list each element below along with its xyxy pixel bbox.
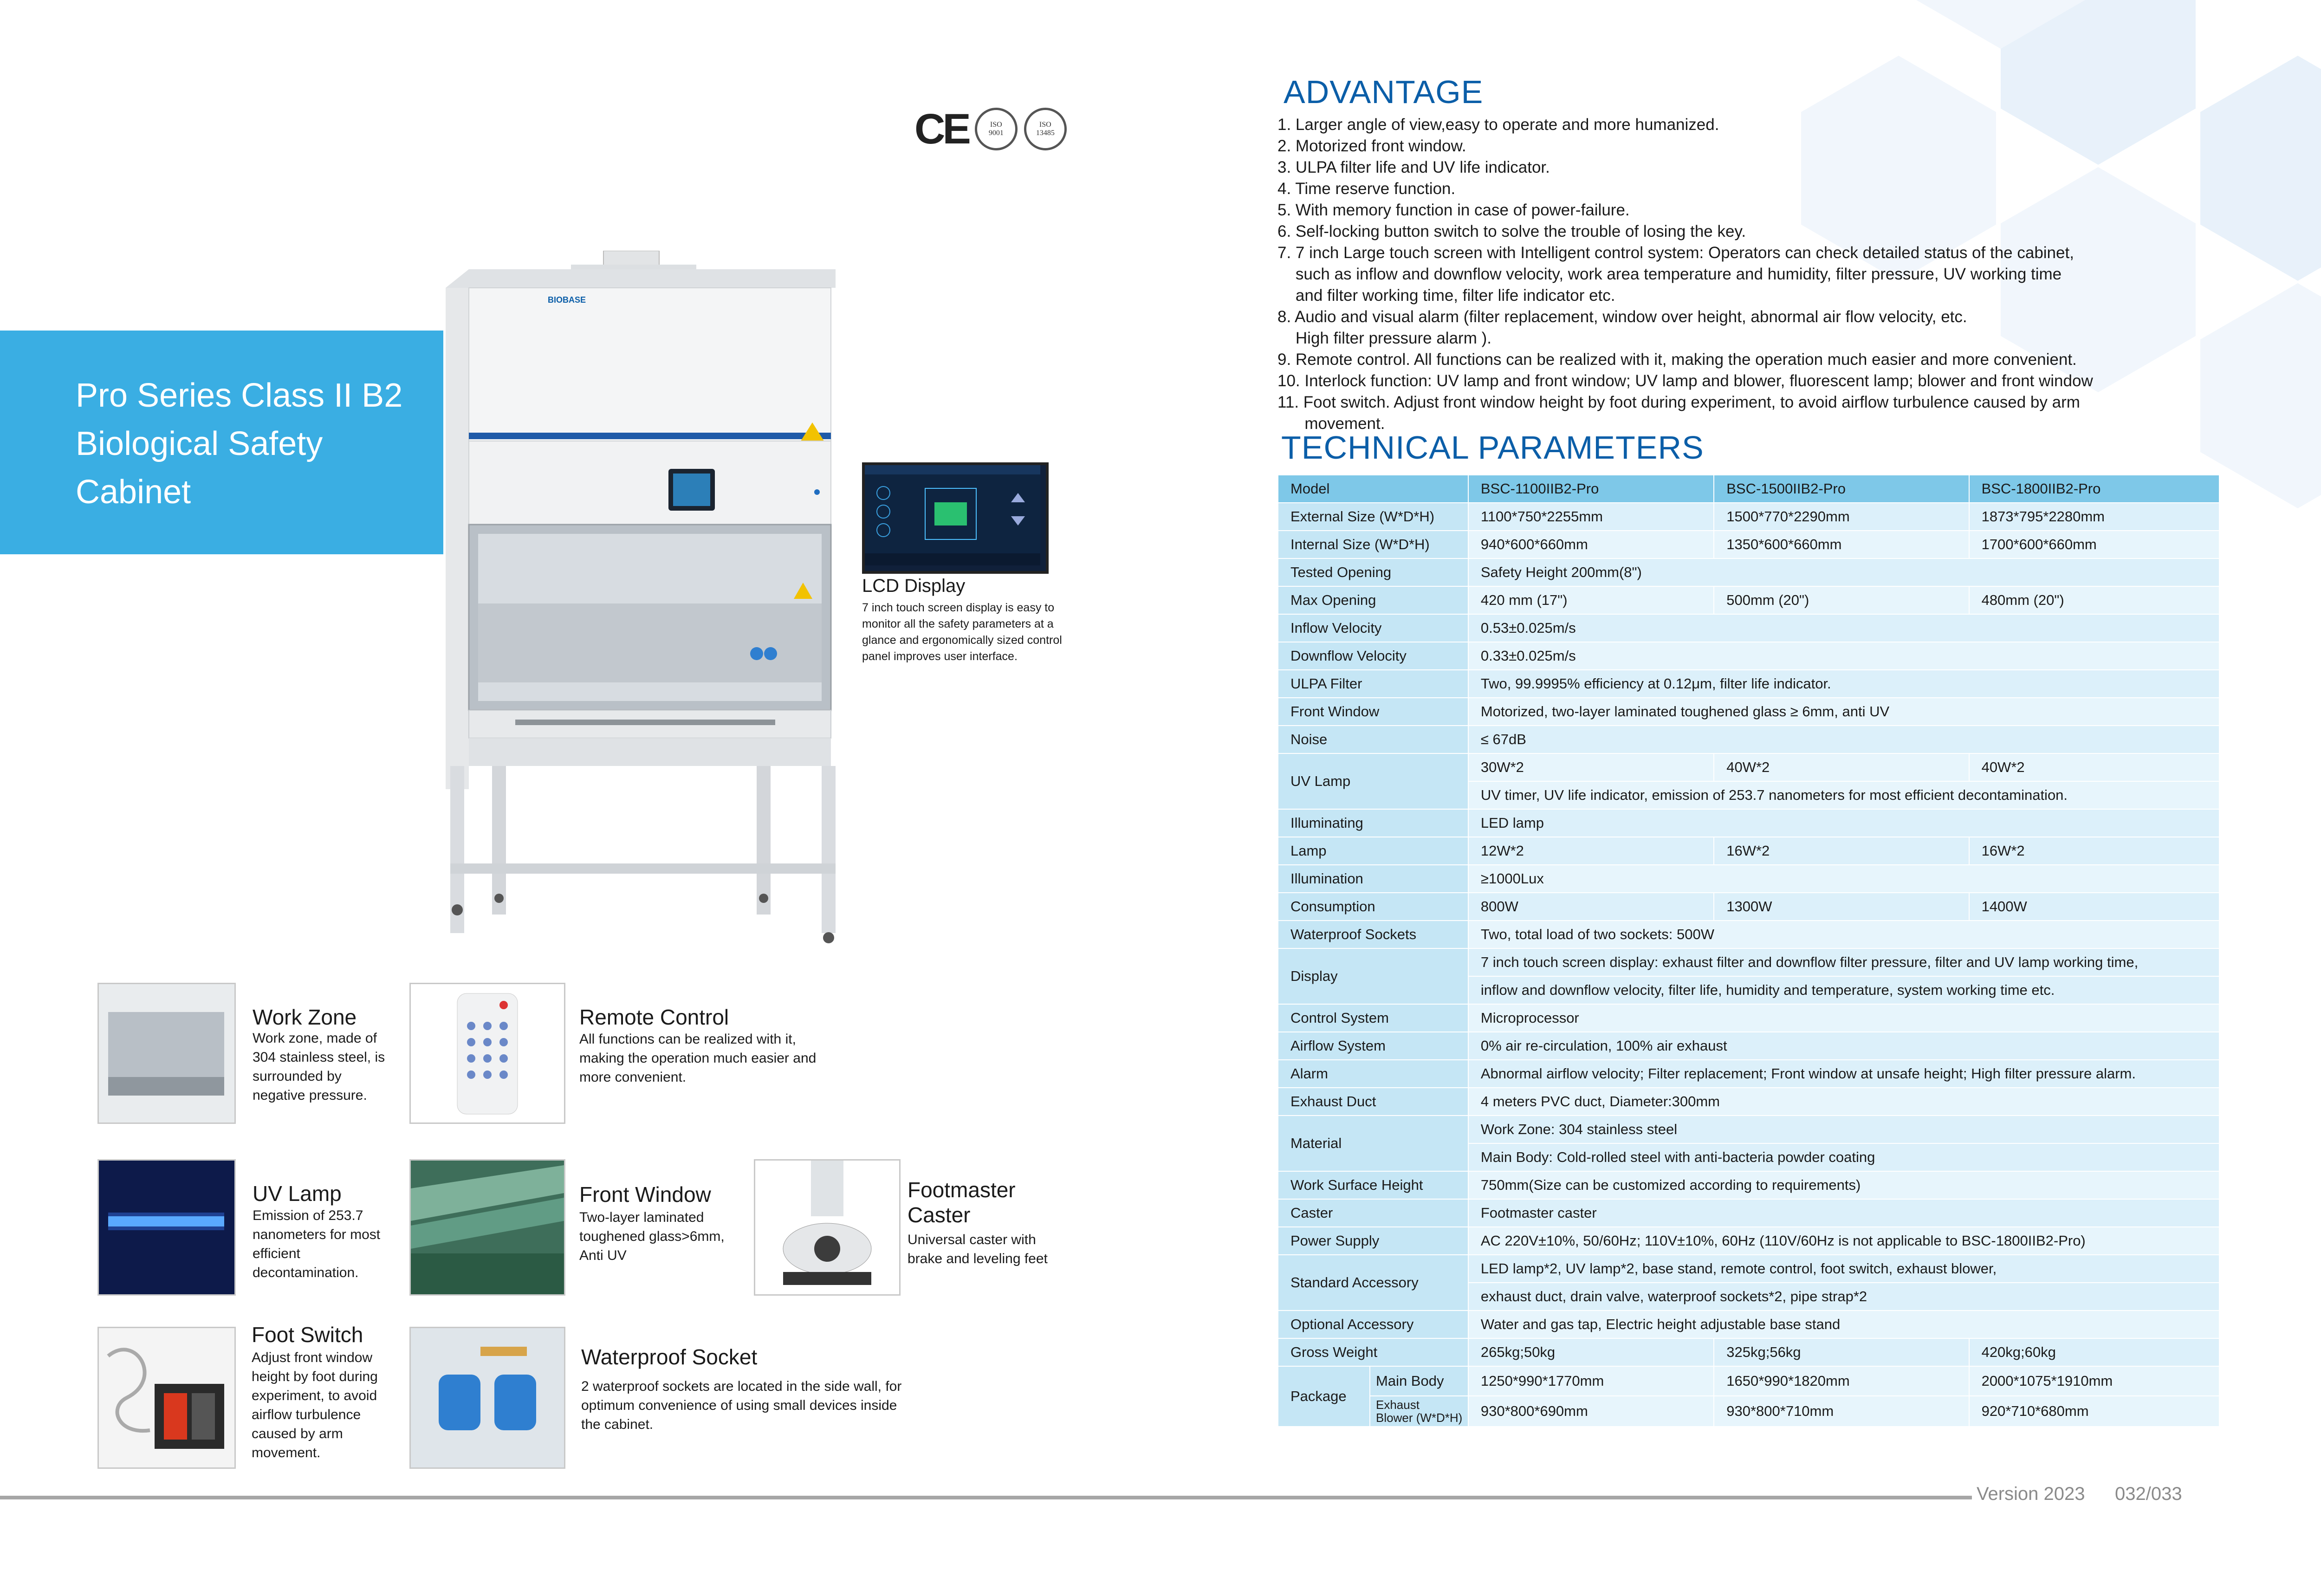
waterproof-socket-title: Waterproof Socket	[581, 1345, 758, 1369]
list-item: 5. With memory function in case of power-failure.	[1277, 201, 1630, 219]
table-cell: BSC-1800IIB2-Pro	[1969, 475, 2219, 503]
lcd-screen-graphic	[865, 465, 1040, 565]
table-cell: Water and gas tap, Electric height adjustable base stand	[1468, 1311, 2219, 1338]
footmaster-caster-title: Footmaster Caster	[908, 1178, 1016, 1227]
work-zone-title: Work Zone	[253, 1005, 357, 1029]
table-row	[1278, 1366, 2219, 1396]
uv-lamp-title: UV Lamp	[253, 1181, 342, 1206]
table-row	[1278, 614, 2219, 642]
table-cell: Work Zone: 304 stainless steel	[1468, 1116, 2219, 1143]
version-label: Version 2023	[1977, 1484, 2085, 1504]
table-row	[1278, 1199, 2219, 1227]
uv-lamp-graphic	[99, 1161, 234, 1294]
table-row	[1278, 1088, 2219, 1116]
table-cell: 265kg;50kg	[1468, 1338, 1714, 1366]
work-zone-desc: Work zone, made of 304 stainless steel, is surrounded by negative pressure.	[253, 1031, 385, 1103]
table-cell: UV Lamp	[1278, 753, 1468, 809]
table-cell: 16W*2	[1714, 837, 1969, 865]
footmaster-caster-desc: Universal caster with brake and leveling feet	[908, 1232, 1048, 1266]
table-cell: Front Window	[1278, 698, 1468, 726]
table-cell: Waterproof Sockets	[1278, 921, 1468, 948]
table-cell: Lamp	[1278, 837, 1468, 865]
table-cell: 1500*770*2290mm	[1714, 503, 1969, 531]
foot-switch-title: Foot Switch	[252, 1323, 363, 1347]
table-row	[1278, 837, 2219, 865]
remote-control-image	[409, 983, 565, 1124]
table-cell: 1650*990*1820mm	[1714, 1366, 1969, 1396]
table-row	[1278, 1116, 2219, 1143]
table-cell: 1873*795*2280mm	[1969, 503, 2219, 531]
table-cell: 1350*600*660mm	[1714, 531, 1969, 558]
technical-parameters-heading: TECHNICAL PARAMETERS	[1281, 429, 1704, 466]
table-cell: 1300W	[1714, 893, 1969, 921]
table-cell: Alarm	[1278, 1060, 1468, 1088]
table-cell: Internal Size (W*D*H)	[1278, 531, 1468, 558]
table-cell: 500mm (20")	[1714, 586, 1969, 614]
table-row	[1278, 670, 2219, 698]
remote-control-title: Remote Control	[579, 1005, 729, 1029]
package-sublabels	[1369, 1367, 1468, 1426]
foot-switch-image	[97, 1327, 236, 1469]
table-row	[1278, 1060, 2219, 1088]
table-cell: 1250*990*1770mm	[1468, 1366, 1714, 1396]
table-cell: LED lamp	[1468, 809, 2219, 837]
table-cell: 420kg;60kg	[1969, 1338, 2219, 1366]
brand-logo: BIOBASE	[548, 295, 586, 305]
table-row	[1278, 586, 2219, 614]
table-row	[1278, 558, 2219, 586]
technical-parameters-table	[1277, 474, 2220, 1427]
table-cell: 930*800*690mm	[1468, 1396, 1714, 1427]
package-label: Package	[1290, 1388, 1347, 1404]
footer-divider	[0, 1496, 1972, 1499]
table-cell: 0.53±0.025m/s	[1468, 614, 2219, 642]
table-cell: LED lamp*2, UV lamp*2, base stand, remote control, foot switch, exhaust blower,	[1468, 1255, 2219, 1283]
table-cell: Motorized, two-layer laminated toughened glass ≥ 6mm, anti UV	[1468, 698, 2219, 726]
table-cell: Downflow Velocity	[1278, 642, 1468, 670]
table-row	[1278, 726, 2219, 753]
iso-13485-seal	[1024, 108, 1067, 150]
package-main-body-label: Main Body	[1370, 1367, 1468, 1396]
foot-switch-graphic	[99, 1328, 234, 1467]
table-row	[1278, 809, 2219, 837]
list-item: 9. Remote control. All functions can be realized with it, making the operation much easier and more convenient.	[1277, 350, 2077, 369]
certification-logos	[914, 106, 1067, 152]
table-row	[1278, 1255, 2219, 1283]
table-cell: 0.33±0.025m/s	[1468, 642, 2219, 670]
table-cell: Main Body: Cold-rolled steel with anti-bacteria powder coating	[1468, 1143, 2219, 1171]
table-row	[1278, 893, 2219, 921]
table-cell: Max Opening	[1278, 586, 1468, 614]
iso-number: 9001	[988, 129, 1004, 137]
table-cell: Noise	[1278, 726, 1468, 753]
table-cell: Exhaust Duct	[1278, 1088, 1468, 1116]
table-row	[1278, 475, 2219, 503]
ce-mark: CE	[914, 105, 968, 153]
table-cell: 12W*2	[1468, 837, 1714, 865]
table-row	[1278, 531, 2219, 558]
table-cell: Abnormal airflow velocity; Filter replacement; Front window at unsafe height; High filter pressure alarm.	[1468, 1060, 2219, 1088]
table-cell: 1700*600*660mm	[1969, 531, 2219, 558]
table-cell: Display	[1278, 948, 1468, 1004]
table-cell: 1100*750*2255mm	[1468, 503, 1714, 531]
table-cell: 940*600*660mm	[1468, 531, 1714, 558]
lcd-display-image	[862, 462, 1049, 574]
lcd-display-title: LCD Display	[862, 576, 966, 596]
list-item: and filter working time, filter life indicator etc.	[1277, 286, 1615, 305]
table-cell: Footmaster caster	[1468, 1199, 2219, 1227]
table-cell: Tested Opening	[1278, 558, 1468, 586]
table-row	[1278, 753, 2219, 781]
advantage-heading: ADVANTAGE	[1284, 74, 1484, 110]
table-cell: Inflow Velocity	[1278, 614, 1468, 642]
table-cell: AC 220V±10%, 50/60Hz; 110V±10%, 60Hz (110V/60Hz is not applicable to BSC-1800IIB2-Pro)	[1468, 1227, 2219, 1255]
table-cell: 7 inch touch screen display: exhaust filter and downflow filter pressure, filter and UV lamp working time,	[1468, 948, 2219, 976]
table-cell: Safety Height 200mm(8")	[1468, 558, 2219, 586]
front-window-image	[409, 1159, 565, 1296]
page-title: Pro Series Class II B2 Biological Safety Cabinet	[76, 377, 403, 511]
list-item: High filter pressure alarm ).	[1277, 329, 1491, 347]
table-cell: 420 mm (17")	[1468, 586, 1714, 614]
table-row	[1278, 865, 2219, 893]
table-cell	[1278, 1366, 1468, 1427]
uv-lamp-desc: Emission of 253.7 nanometers for most efficient decontamination.	[253, 1208, 381, 1280]
list-item: 1. Larger angle of view,easy to operate and more humanized.	[1277, 116, 1719, 134]
table-cell: External Size (W*D*H)	[1278, 503, 1468, 531]
table-cell: inflow and downflow velocity, filter life, humidity and temperature, system working time etc.	[1468, 976, 2219, 1004]
table-cell: Power Supply	[1278, 1227, 1468, 1255]
work-zone-graphic	[99, 984, 234, 1122]
iso-9001-seal	[975, 108, 1018, 150]
table-cell: Model	[1278, 475, 1468, 503]
iso-number: 13485	[1036, 129, 1055, 137]
table-cell: 1400W	[1969, 893, 2219, 921]
table-cell: 30W*2	[1468, 753, 1714, 781]
list-item: 3. ULPA filter life and UV life indicator.	[1277, 158, 1550, 176]
iso-label: ISO	[990, 121, 1002, 129]
table-cell: Optional Accessory	[1278, 1311, 1468, 1338]
table-cell: 480mm (20")	[1969, 586, 2219, 614]
table-cell: BSC-1500IIB2-Pro	[1714, 475, 1969, 503]
exhaust-label-line1: Exhaust	[1376, 1398, 1420, 1412]
table-row	[1278, 698, 2219, 726]
table-row	[1278, 948, 2219, 976]
remote-control-desc: All functions can be realized with it, making the operation much easier and more convenient.	[579, 1032, 817, 1085]
table-cell: Illumination	[1278, 865, 1468, 893]
table-cell: 930*800*710mm	[1714, 1396, 1969, 1427]
list-item: 6. Self-locking button switch to solve the trouble of losing the key.	[1277, 222, 1746, 240]
list-item: 10. Interlock function: UV lamp and front window; UV lamp and blower, fluorescent lamp; blower and front window	[1277, 372, 2093, 390]
table-cell: Material	[1278, 1116, 1468, 1171]
table-cell: ≥1000Lux	[1468, 865, 2219, 893]
table-cell: Standard Accessory	[1278, 1255, 1468, 1311]
list-item: 4. Time reserve function.	[1277, 180, 1456, 198]
waterproof-socket-graphic	[411, 1328, 564, 1467]
list-item: 8. Audio and visual alarm (filter replacement, window over height, abnormal air flow velocity, etc.	[1277, 308, 1967, 326]
list-item: 11. Foot switch. Adjust front window height by foot during experiment, to avoid airflow turbulence caused by arm	[1277, 393, 2080, 411]
footmaster-caster-image	[754, 1159, 901, 1296]
table-row	[1278, 503, 2219, 531]
waterproof-socket-desc: 2 waterproof sockets are located in the side wall, for optimum convenience of using small devices inside the cabinet.	[581, 1379, 902, 1432]
exhaust-label-line2: Blower (W*D*H)	[1376, 1411, 1463, 1425]
table-cell: 40W*2	[1969, 753, 2219, 781]
remote-control-graphic	[411, 984, 564, 1122]
list-item: 7. 7 inch Large touch screen with Intelligent control system: Operators can check detailed status of the cabinet,	[1277, 244, 2074, 262]
list-item: movement.	[1277, 415, 1385, 433]
table-cell: 325kg;56kg	[1714, 1338, 1969, 1366]
table-cell: 750mm(Size can be customized according to requirements)	[1468, 1171, 2219, 1199]
table-cell: 920*710*680mm	[1969, 1396, 2219, 1427]
table-cell: BSC-1100IIB2-Pro	[1468, 475, 1714, 503]
table-cell: Two, total load of two sockets: 500W	[1468, 921, 2219, 948]
table-cell: ULPA Filter	[1278, 670, 1468, 698]
table-cell: exhaust duct, drain valve, waterproof sockets*2, pipe strap*2	[1468, 1283, 2219, 1311]
waterproof-socket-image	[409, 1327, 565, 1469]
table-cell: Illuminating	[1278, 809, 1468, 837]
advantage-list	[1277, 114, 2317, 435]
front-window-desc: Two-layer laminated toughened glass>6mm, Anti UV	[579, 1210, 725, 1263]
iso-label: ISO	[1039, 121, 1051, 129]
table-cell: Two, 99.9995% efficiency at 0.12μm, filter life indicator.	[1468, 670, 2219, 698]
foot-switch-desc: Adjust front window height by foot during experiment, to avoid airflow turbulence caused by arm movement.	[252, 1350, 378, 1460]
work-zone-image	[97, 983, 236, 1124]
table-row	[1278, 1171, 2219, 1199]
table-cell: 0% air re-circulation, 100% air exhaust	[1468, 1032, 2219, 1060]
table-row	[1278, 1311, 2219, 1338]
table-cell: 800W	[1468, 893, 1714, 921]
safety-cabinet-image	[432, 251, 863, 956]
table-cell: Consumption	[1278, 893, 1468, 921]
table-cell: 4 meters PVC duct, Diameter:300mm	[1468, 1088, 2219, 1116]
caster-graphic	[755, 1161, 899, 1294]
list-item: such as inflow and downflow velocity, work area temperature and humidity, filter pressure, UV working time	[1277, 265, 2062, 283]
table-row	[1278, 1004, 2219, 1032]
table-cell: 16W*2	[1969, 837, 2219, 865]
table-cell: Work Surface Height	[1278, 1171, 1468, 1199]
page-numbers: 032/033	[2115, 1484, 2182, 1504]
table-cell: UV timer, UV life indicator, emission of 253.7 nanometers for most efficient decontamination.	[1468, 781, 2219, 809]
front-window-graphic	[411, 1161, 564, 1294]
table-cell: ≤ 67dB	[1468, 726, 2219, 753]
table-cell: 2000*1075*1910mm	[1969, 1366, 2219, 1396]
table-cell: Control System	[1278, 1004, 1468, 1032]
lcd-display-description: 7 inch touch screen display is easy to monitor all the safety parameters at a glance and ergonomically sized control panel improves user interface.	[862, 601, 1062, 663]
list-item: 2. Motorized front window.	[1277, 137, 1466, 155]
table-row	[1278, 1227, 2219, 1255]
front-window-title: Front Window	[579, 1182, 711, 1207]
uv-lamp-image	[97, 1159, 236, 1296]
table-cell: 40W*2	[1714, 753, 1969, 781]
table-cell: Airflow System	[1278, 1032, 1468, 1060]
table-cell: Gross Weight	[1278, 1338, 1468, 1366]
table-cell: Microprocessor	[1468, 1004, 2219, 1032]
package-exhaust-label	[1370, 1396, 1468, 1426]
table-cell: Caster	[1278, 1199, 1468, 1227]
table-row	[1278, 1032, 2219, 1060]
table-row	[1278, 1338, 2219, 1366]
table-row	[1278, 921, 2219, 948]
table-row	[1278, 642, 2219, 670]
